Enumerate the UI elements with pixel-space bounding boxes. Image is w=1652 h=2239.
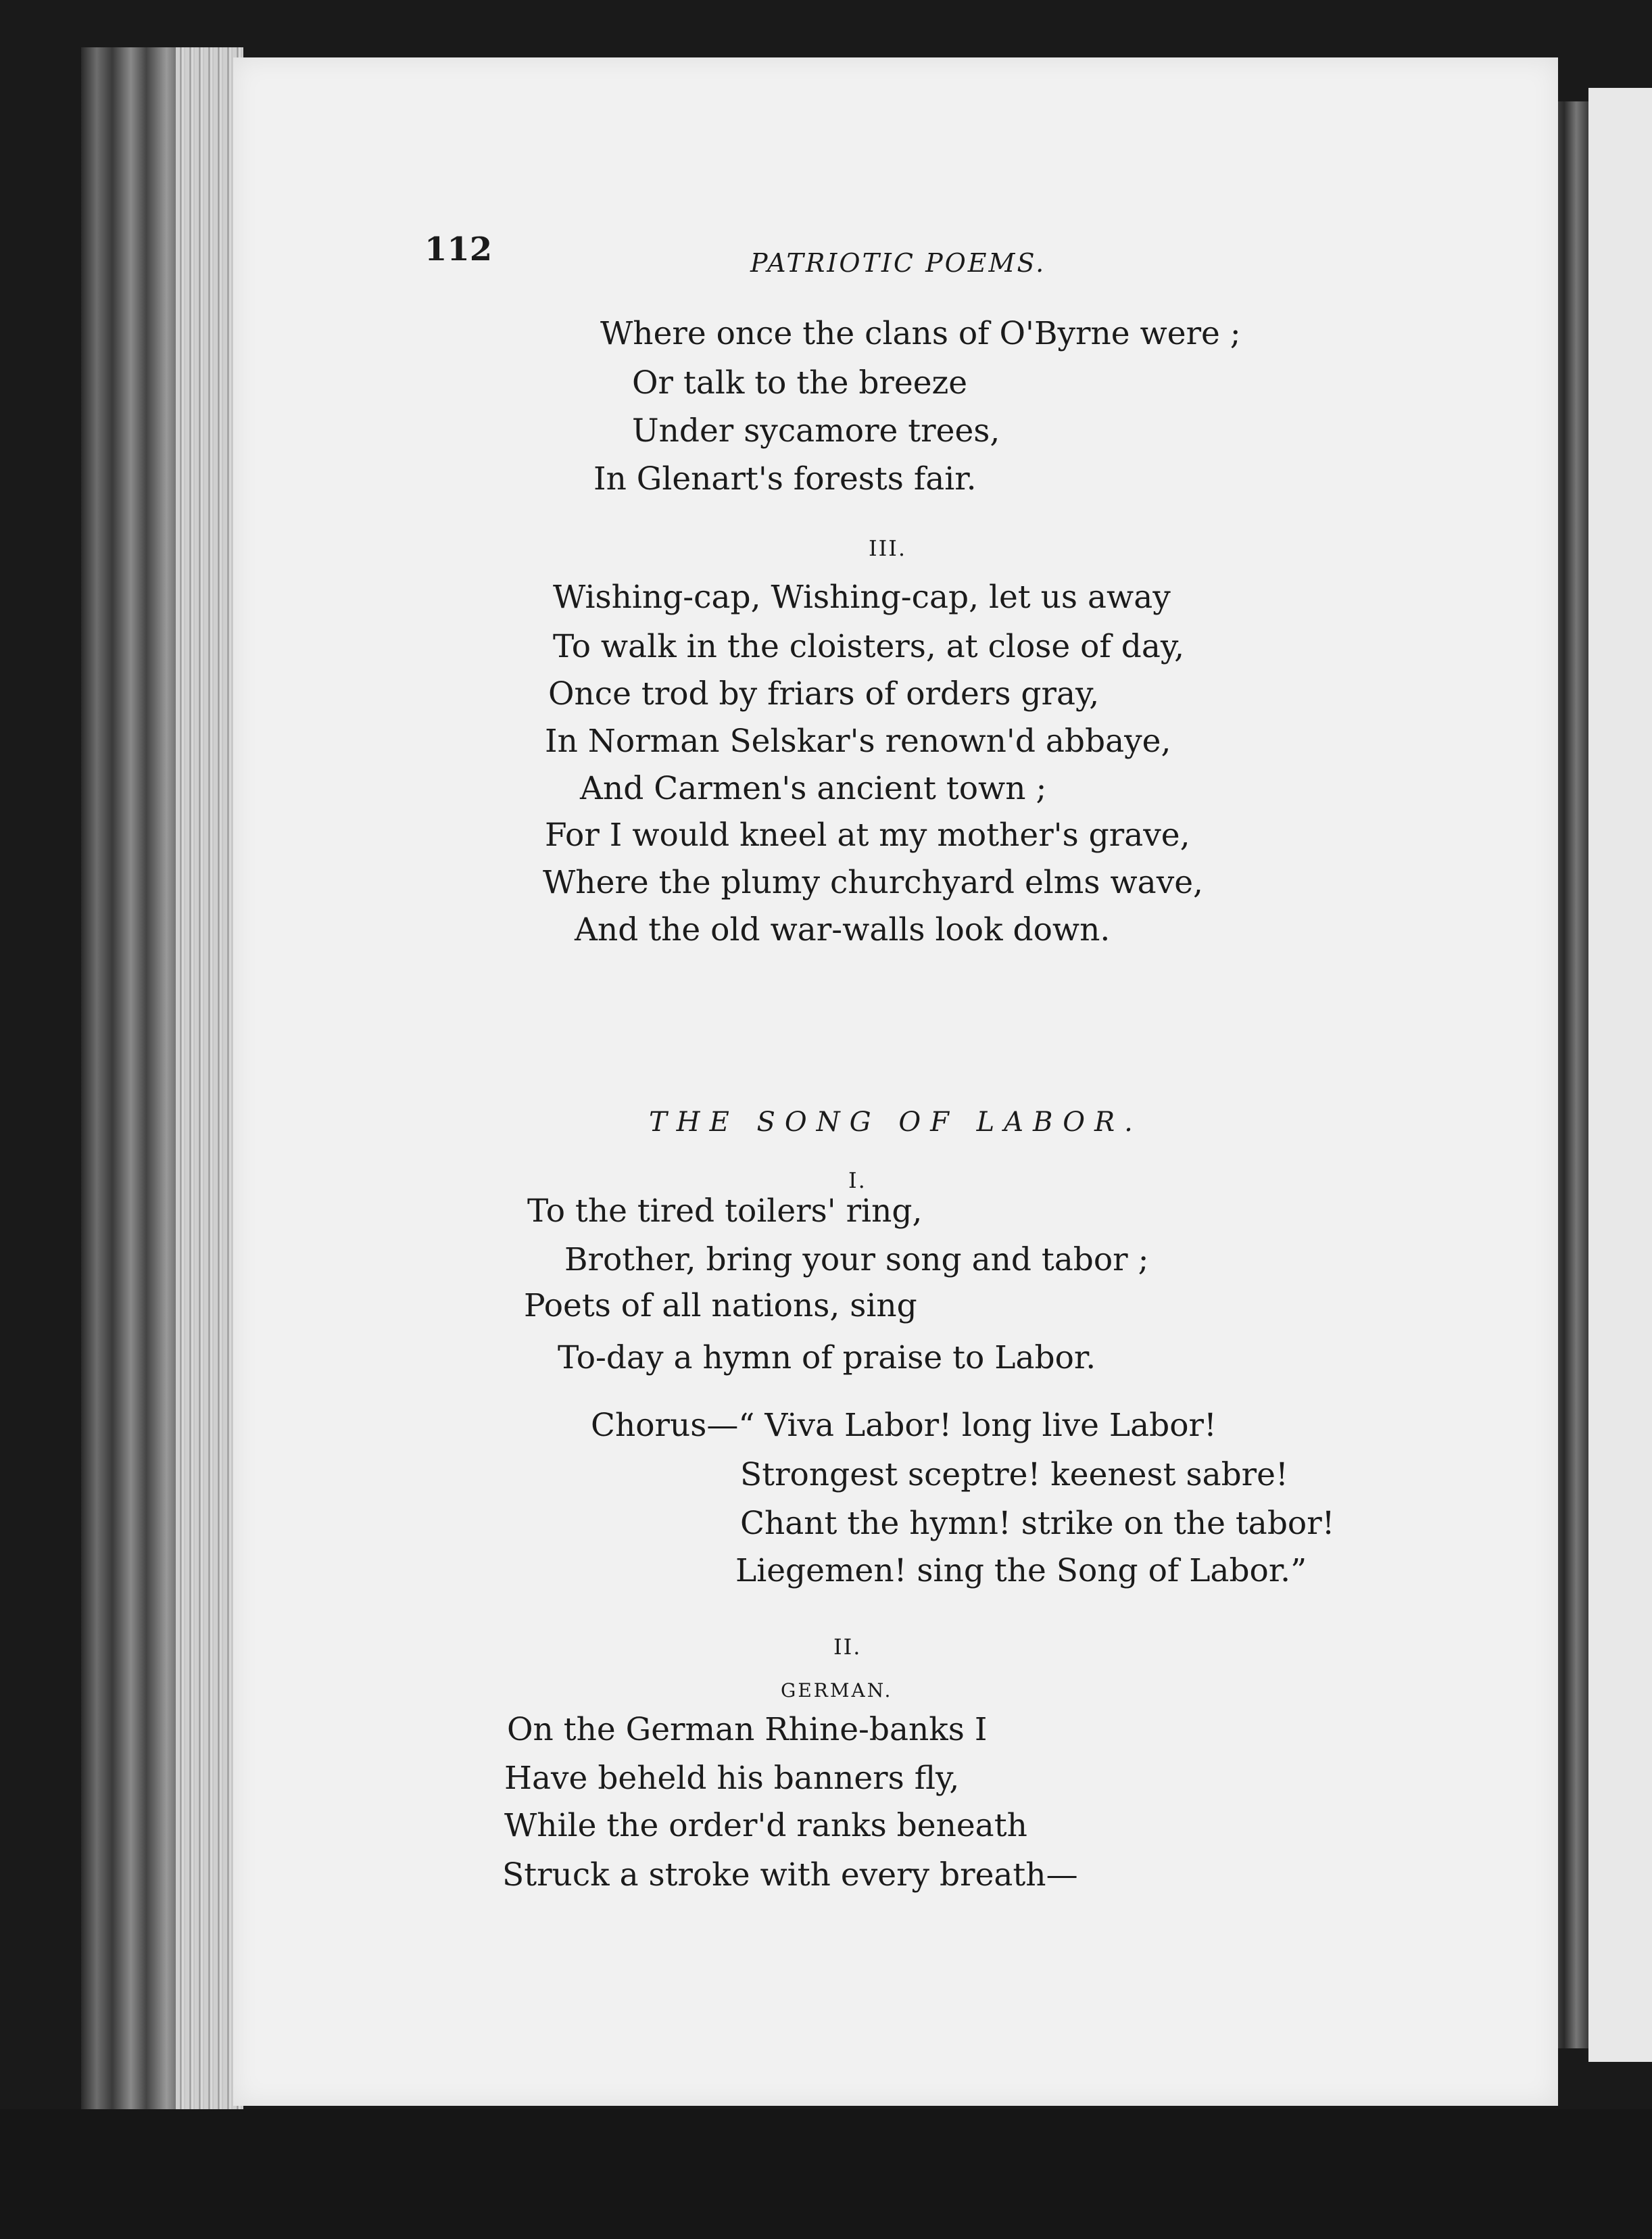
verse-line: Poets of all nations, sing bbox=[524, 1287, 917, 1324]
page-number: 112 bbox=[424, 231, 493, 268]
verse-line: To walk in the cloisters, at close of day, bbox=[553, 628, 1185, 665]
verse-line: To the tired toilers' ring, bbox=[527, 1193, 923, 1230]
chorus-line: Chant the hymn! strike on the tabor! bbox=[740, 1505, 1335, 1542]
verse-line: Where the plumy churchyard elms wave, bbox=[543, 864, 1203, 901]
chorus-line: Chorus—“ Viva Labor! long live Labor! bbox=[591, 1407, 1217, 1444]
verse-line: Wishing-cap, Wishing-cap, let us away bbox=[553, 579, 1171, 616]
verse-line: Where once the clans of O'Byrne were ; bbox=[600, 315, 1241, 352]
verse-line: And the old war-walls look down. bbox=[575, 911, 1111, 948]
verse-line: Struck a stroke with every breath— bbox=[502, 1856, 1078, 1894]
verse-line: While the order'd ranks beneath bbox=[504, 1807, 1027, 1844]
section-label: GERMAN. bbox=[781, 1679, 893, 1702]
verse-line: Once trod by friars of orders gray, bbox=[548, 675, 1100, 713]
part-numeral: II. bbox=[833, 1634, 862, 1660]
verse-line: In Glenart's forests fair. bbox=[593, 460, 977, 498]
chorus-line: Liegemen! sing the Song of Labor.” bbox=[735, 1552, 1307, 1589]
bottom-background bbox=[0, 2109, 1652, 2239]
stanza-numeral: III. bbox=[869, 535, 907, 561]
verse-line: Under sycamore trees, bbox=[632, 412, 1000, 450]
verse-line: On the German Rhine-banks I bbox=[507, 1711, 988, 1748]
verse-line: Have beheld his banners fly, bbox=[504, 1760, 960, 1797]
poem-title: THE SONG OF LABOR. bbox=[649, 1107, 1142, 1138]
verse-line: Brother, bring your song and tabor ; bbox=[564, 1241, 1149, 1278]
verse-line: Or talk to the breeze bbox=[632, 364, 968, 402]
verse-line: To-day a hymn of praise to Labor. bbox=[558, 1339, 1096, 1376]
verse-line: In Norman Selskar's renown'd abbaye, bbox=[545, 723, 1171, 760]
chorus-line: Strongest sceptre! keenest sabre! bbox=[740, 1456, 1288, 1493]
verse-line: For I would kneel at my mother's grave, bbox=[545, 817, 1190, 854]
verse-line: And Carmen's ancient town ; bbox=[580, 770, 1047, 807]
part-numeral: I. bbox=[848, 1167, 867, 1193]
running-title: PATRIOTIC POEMS. bbox=[750, 248, 1046, 278]
facing-page-sliver bbox=[1588, 88, 1652, 2062]
